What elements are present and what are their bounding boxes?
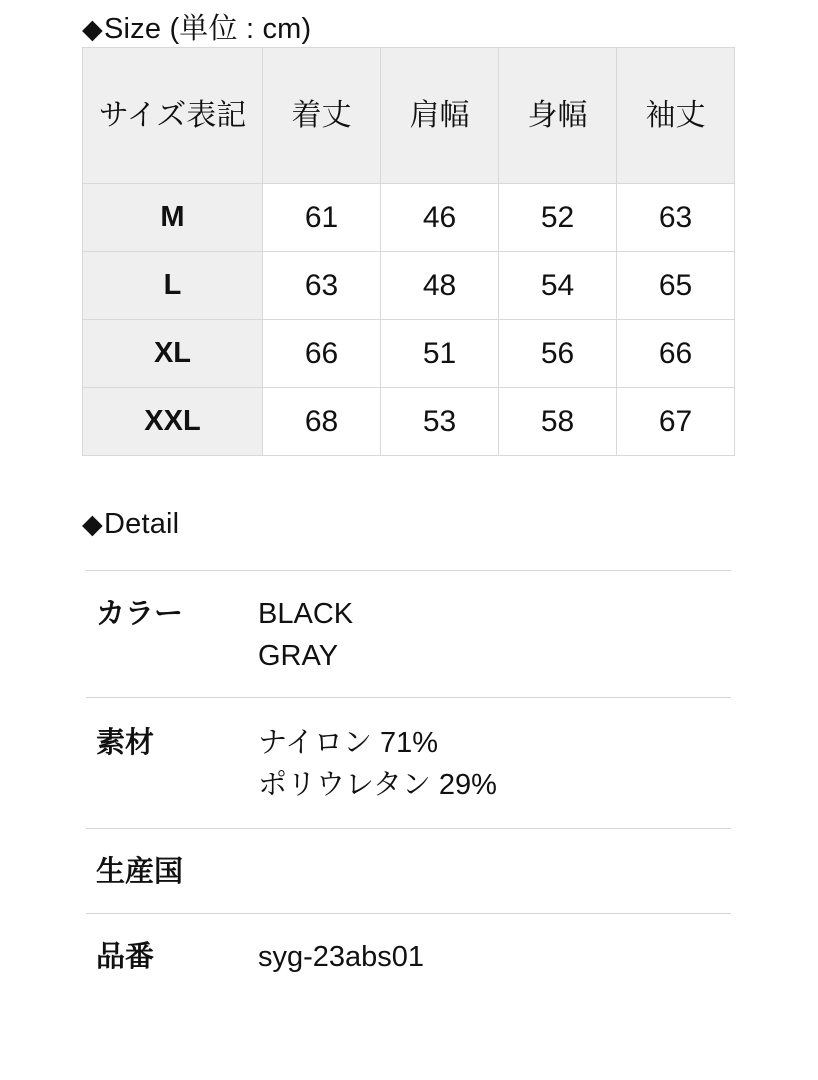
cell-m-sleeve: 63 xyxy=(617,184,735,252)
cell-xxl-shoulder: 53 xyxy=(381,388,499,456)
size-section-heading xyxy=(82,6,311,47)
cell-xxl-sleeve: 67 xyxy=(617,388,735,456)
cell-m-length: 61 xyxy=(263,184,381,252)
cell-xxl-chest: 58 xyxy=(499,388,617,456)
detail-value-color xyxy=(258,593,731,677)
color-line-1: BLACK xyxy=(258,598,354,630)
cell-l-sleeve: 65 xyxy=(617,252,735,320)
diamond-bullet-icon: ◆ xyxy=(82,14,103,44)
row-header-size-xl: XL xyxy=(83,320,263,388)
cell-l-length: 63 xyxy=(263,252,381,320)
detail-label-color: カラー xyxy=(96,598,184,630)
detail-value-product-number: syg-23abs01 xyxy=(258,941,425,974)
size-table-body xyxy=(83,184,735,456)
table-header-row xyxy=(83,48,735,184)
detail-list xyxy=(86,570,731,998)
detail-row-material xyxy=(86,697,731,828)
cell-l-chest: 54 xyxy=(499,252,617,320)
row-header-size-l: L xyxy=(83,252,263,320)
table-row xyxy=(83,184,735,252)
cell-m-shoulder: 46 xyxy=(381,184,499,252)
row-header-size-m: M xyxy=(83,184,263,252)
cell-xl-chest: 56 xyxy=(499,320,617,388)
cell-xl-sleeve: 66 xyxy=(617,320,735,388)
table-row xyxy=(83,388,735,456)
detail-value-material xyxy=(258,722,731,806)
row-header-size-xxl: XXL xyxy=(83,388,263,456)
cell-xl-shoulder: 51 xyxy=(381,320,499,388)
detail-section-heading xyxy=(82,508,179,541)
material-line-1: ナイロン 71% xyxy=(258,727,439,760)
detail-label-country: 生産国 xyxy=(96,856,184,889)
column-header-shoulder: 肩幅 xyxy=(381,48,499,184)
column-header-chest: 身幅 xyxy=(499,48,617,184)
detail-label-material: 素材 xyxy=(96,727,155,760)
detail-row-product-number xyxy=(86,913,731,998)
color-line-2: GRAY xyxy=(258,640,339,673)
detail-label-product-number: 品番 xyxy=(96,941,155,974)
cell-xl-length: 66 xyxy=(263,320,381,388)
size-table xyxy=(82,47,735,456)
cell-m-chest: 52 xyxy=(499,184,617,252)
table-row xyxy=(83,320,735,388)
detail-row-color xyxy=(86,570,731,697)
cell-xxl-length: 68 xyxy=(263,388,381,456)
detail-row-country xyxy=(86,828,731,913)
material-line-2: ポリウレタン 29% xyxy=(258,769,497,802)
cell-l-shoulder: 48 xyxy=(381,252,499,320)
detail-heading-text: Detail xyxy=(103,508,180,540)
detail-value-country xyxy=(258,854,731,890)
column-header-size: サイズ表記 xyxy=(83,48,263,184)
diamond-bullet-icon: ◆ xyxy=(82,509,103,539)
table-row xyxy=(83,252,735,320)
size-table-wrapper xyxy=(82,47,734,456)
column-header-length: 着丈 xyxy=(263,48,381,184)
size-table-head xyxy=(83,48,735,184)
size-heading-text: Size (単位 : cm) xyxy=(103,13,312,45)
column-header-sleeve: 袖丈 xyxy=(617,48,735,184)
